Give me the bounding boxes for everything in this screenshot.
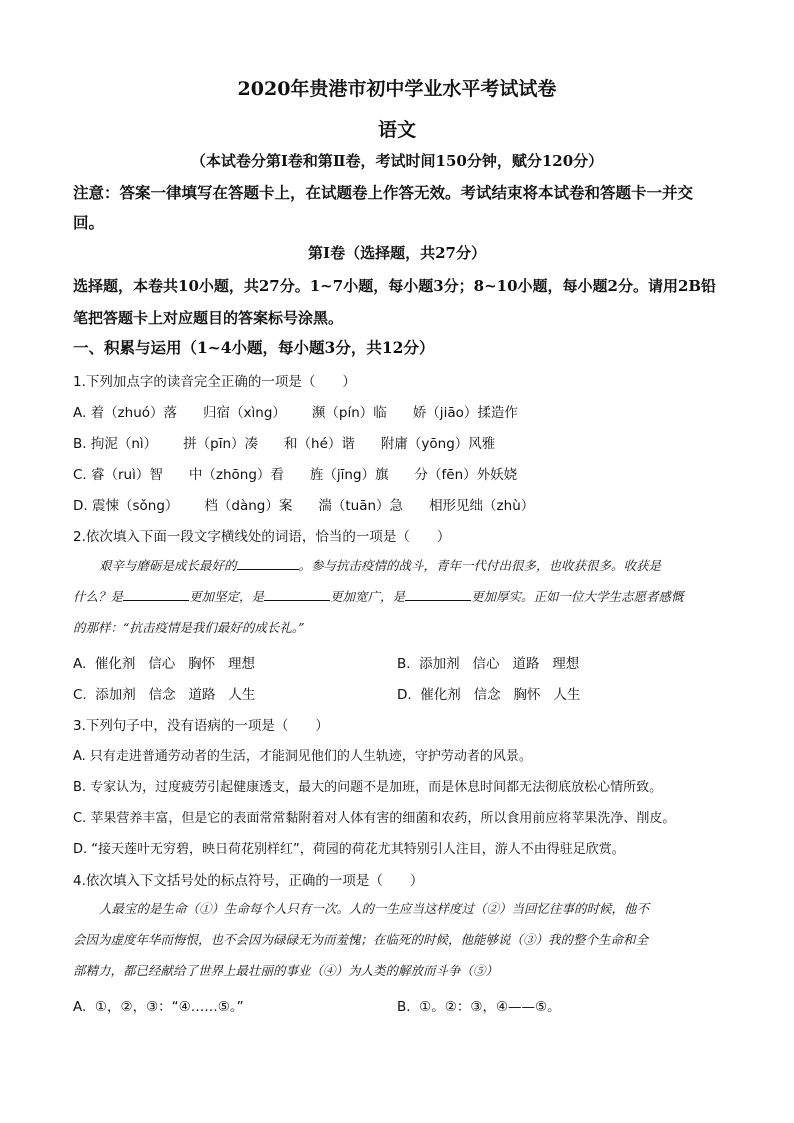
question-3-option-c: C. 苹果营养丰富，但是它的表面常常黏附着对人体有害的细菌和农药，所以食用前应将苹果洗净、削皮。	[73, 811, 676, 826]
q2-text: 更加坚定，是	[189, 589, 265, 604]
answer-blank	[405, 588, 471, 601]
section-one-title: 一、积累与运用（1~4小题，每小题3分，共12分）	[73, 338, 435, 357]
q4-passage-line: 会因为虚度年华而悔恨，也不会因为碌碌无为而羞愧；在临死的时候，他能够说（③）我的整个生命和全	[73, 932, 649, 947]
q1-c-item: 分（fēn）外妖娆	[414, 467, 518, 483]
q2-text: 。参与抗击疫情的战斗，青年一代付出很多，也收获很多。收获是	[298, 558, 662, 573]
exam-notice: 注意：答案一律填写在答题卡上，在试题卷上作答无效。考试结束将本试卷和答题卡一并交回。	[73, 183, 694, 232]
question-4-option-a: A. ①，②，③：“④……⑤。”	[73, 999, 244, 1015]
q1-c-item: 旌（jīng）旗	[309, 467, 389, 483]
question-4-stem: 4.依次填入下文括号处的标点符号，正确的一项是（ ）	[73, 873, 424, 889]
question-4-option-b: B. ①。②：③，④——⑤。	[397, 999, 561, 1015]
question-1-option-b	[73, 432, 495, 452]
question-3-option-a: A. 只有走进普通劳动者的生活，才能洞见他们的人生轨迹，守护劳动者的风景。	[73, 749, 532, 764]
q2-text: 艰辛与磨砺是成长最好的	[99, 558, 237, 573]
subject-title: 语文	[377, 119, 416, 141]
q2-text: 更加宽广，是	[330, 589, 406, 604]
part-one-intro: 选择题，本卷共10小题，共27分。1~7小题，每小题3分；8~10小题，每小题2分。请用2B铅笔把答题卡上对应题目的答案标号涂黑。	[73, 277, 717, 327]
question-2-option-c: C. 添加剂 信念 道路 人生	[73, 687, 256, 703]
q2-passage-line	[73, 550, 725, 581]
question-2-option-d: D. 催化剂 信念 胸怀 人生	[397, 687, 581, 703]
question-1-stem: 1.下列加点字的读音完全正确的一项是（ ）	[73, 374, 356, 390]
q1-c-item: C. 睿（ruì）智	[73, 467, 163, 483]
question-2-option-a: A. 催化剂 信心 胸怀 理想	[73, 656, 255, 672]
question-3-stem: 3.下列句子中，没有语病的一项是（ ）	[73, 718, 329, 734]
exam-title: 2020年贵港市初中学业水平考试试卷	[237, 78, 557, 100]
q2-text: 什么？是	[73, 589, 124, 604]
q1-b-item: 和（hé）谐	[284, 436, 355, 452]
q1-a-item: 濒（pín）临	[311, 405, 387, 421]
q1-a-item: A. 着（zhuó）落	[73, 405, 178, 421]
answer-blank	[264, 588, 330, 601]
answer-blank	[237, 557, 299, 570]
q1-d-item: 相形见绌（zhù）	[429, 498, 535, 514]
q1-d-item: 湍（tuān）急	[318, 498, 404, 514]
question-1-option-c	[73, 463, 517, 483]
q1-b-item: 拼（pīn）凑	[183, 436, 259, 452]
q1-a-item: 娇（jiāo）揉造作	[412, 405, 518, 421]
question-4-passage	[73, 893, 725, 986]
q1-c-item: 中（zhōng）看	[188, 467, 284, 483]
q1-d-item: D. 震悚（sǒng）	[73, 498, 179, 514]
part-one-title: 第Ⅰ卷（选择题，共27分）	[308, 244, 486, 262]
q1-d-item: 档（dàng）案	[204, 498, 293, 514]
q1-a-item: 归宿（xìng）	[203, 405, 286, 421]
q4-passage-line: 部精力，都已经献给了世界上最壮丽的事业（④）为人类的解放而斗争（⑤）	[73, 963, 499, 978]
q2-passage-line: 的那样：“抗击疫情是我们最好的成长礼。”	[73, 620, 305, 635]
exam-info: （本试卷分第Ⅰ卷和第Ⅱ卷，考试时间150分钟，赋分120分）	[190, 152, 604, 170]
q2-text: 更加厚实。正如一位大学生志愿者感慨	[471, 589, 684, 604]
question-2-stem: 2.依次填入下面一段文字横线处的词语，恰当的一项是（ ）	[73, 529, 451, 545]
answer-blank	[123, 588, 189, 601]
q2-passage-line	[73, 581, 725, 612]
question-1-option-d	[73, 494, 534, 514]
question-2-passage	[73, 550, 725, 643]
question-2-option-b: B. 添加剂 信心 道路 理想	[397, 656, 580, 672]
question-3-option-d: D. “接天莲叶无穷碧，映日荷花别样红”，荷园的荷花尤其特别引人注目，游人不由得驻足欣赏。	[73, 842, 625, 857]
question-1-option-a	[73, 401, 518, 421]
q1-b-item: 附庸（yōng）风雅	[380, 436, 496, 452]
q4-passage-line: 人最宝的是生命（①）生命每个人只有一次。人的一生应当这样度过（②）当回忆往事的时候，他不	[99, 901, 650, 916]
question-3-option-b: B. 专家认为，过度疲劳引起健康透支，最大的问题不是加班，而是休息时间都无法彻底放松心情所致。	[73, 780, 663, 795]
q1-b-item: B. 拘泥（nì）	[73, 436, 158, 452]
